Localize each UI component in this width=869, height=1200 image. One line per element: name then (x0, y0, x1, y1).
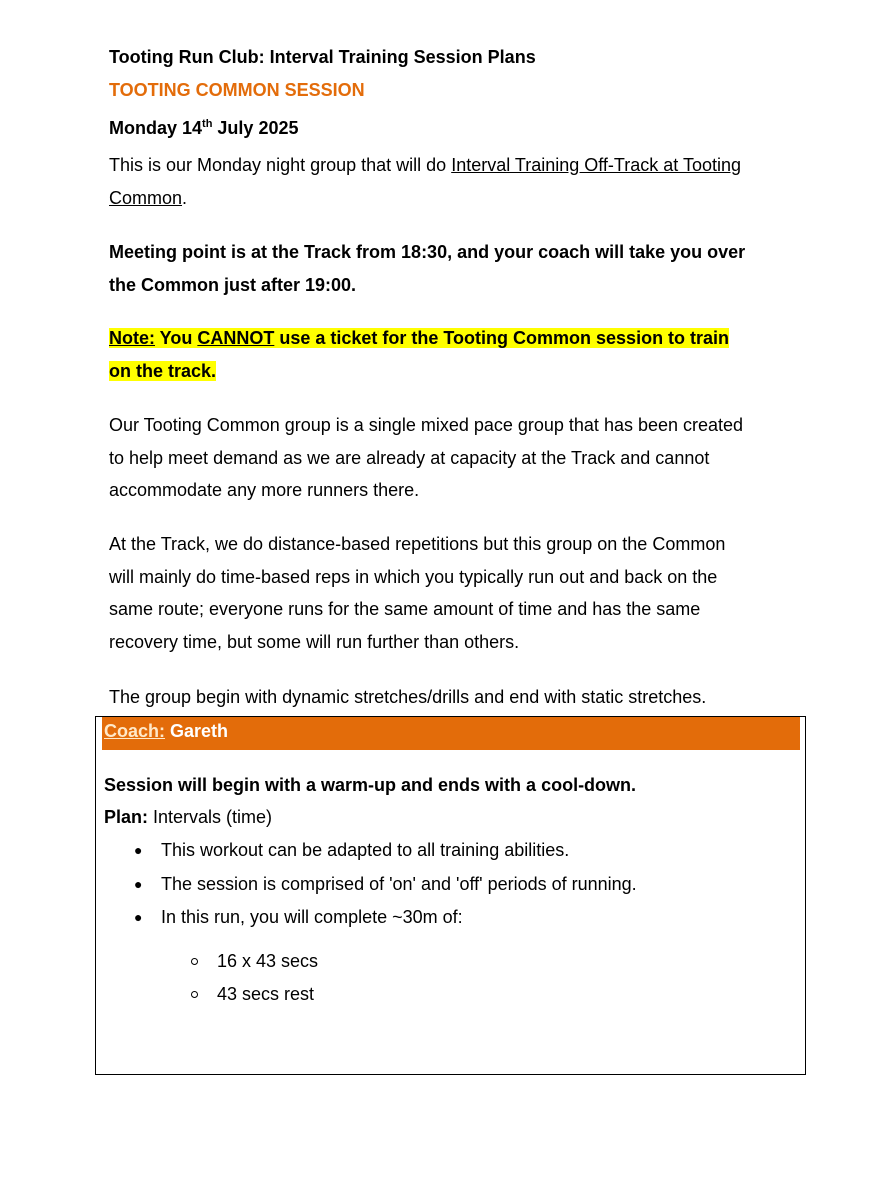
document-title: Tooting Run Club: Interval Training Session Plans (109, 47, 536, 67)
intro-link-part1[interactable]: Interval Training Off-Track at Tooting (451, 155, 741, 175)
note-text-b: use a ticket for the Tooting Common session to train (274, 328, 730, 348)
intro-period: . (182, 187, 188, 208)
bullet-item-1: This workout can be adapted to all training abilities. (161, 840, 570, 860)
plan-line (104, 806, 272, 828)
sub-bullet-item-2: 43 secs rest (217, 984, 315, 1004)
plan-value: Intervals (time) (148, 807, 273, 827)
date-suffix: July 2025 (212, 118, 299, 138)
note-label: Note: (109, 328, 155, 348)
sub-bullet-icon (191, 991, 198, 998)
note-emphasis: CANNOT (197, 328, 275, 348)
date-ordinal: th (202, 118, 213, 130)
intro-text: This is our Monday night group that will do (109, 155, 452, 175)
bullet-icon: ● (134, 876, 143, 892)
meeting-line-1: Meeting point is at the Track from 18:30, and your coach will take you over (109, 242, 746, 262)
coach-header (102, 717, 800, 750)
coach-label: Coach: (104, 721, 166, 741)
track-line-4: recovery time, but some will run further than others. (109, 631, 520, 652)
group-line-3: accommodate any more runners there. (109, 480, 420, 500)
session-date (109, 113, 298, 139)
note-text-a: You (155, 328, 198, 348)
track-line-3: same route; everyone runs for the same amount of time and has the same (109, 599, 701, 619)
group-line-1: Our Tooting Common group is a single mixed pace group that has been created (109, 415, 744, 435)
sub-bullet-item-1: 16 x 43 secs (217, 951, 319, 971)
meeting-paragraph (109, 236, 761, 301)
plan-label: Plan: (104, 807, 149, 827)
coach-name: Gareth (165, 721, 229, 741)
bullet-icon: ● (134, 842, 143, 858)
sub-bullet-icon (191, 958, 198, 965)
intro-link-part2[interactable]: Common (109, 187, 183, 208)
bullet-icon: ● (134, 909, 143, 925)
note-line-2: on the track. (109, 360, 217, 381)
note-paragraph (109, 322, 761, 387)
session-plan-box (95, 716, 806, 1075)
stretch-paragraph: The group begin with dynamic stretches/drills and end with static stretches. (109, 687, 707, 707)
date-prefix: Monday 14 (109, 118, 203, 138)
bullet-item-2: The session is comprised of 'on' and 'off' periods of running. (161, 874, 637, 894)
track-line-2: will mainly do time-based reps in which you typically run out and back on the (109, 566, 718, 587)
track-paragraph (109, 528, 761, 658)
meeting-line-2: the Common just after 19:00. (109, 274, 357, 295)
track-line-1: At the Track, we do distance-based repetitions but this group on the Common (109, 534, 726, 554)
group-paragraph (109, 409, 761, 507)
bullet-item-3: In this run, you will complete ~30m of: (161, 907, 463, 927)
session-summary: Session will begin with a warm-up and ends with a cool-down. (104, 775, 637, 795)
group-line-2: to help meet demand as we are already at capacity at the Track and cannot (109, 447, 710, 468)
session-name: TOOTING COMMON SESSION (109, 80, 365, 100)
intro-paragraph (109, 149, 761, 214)
